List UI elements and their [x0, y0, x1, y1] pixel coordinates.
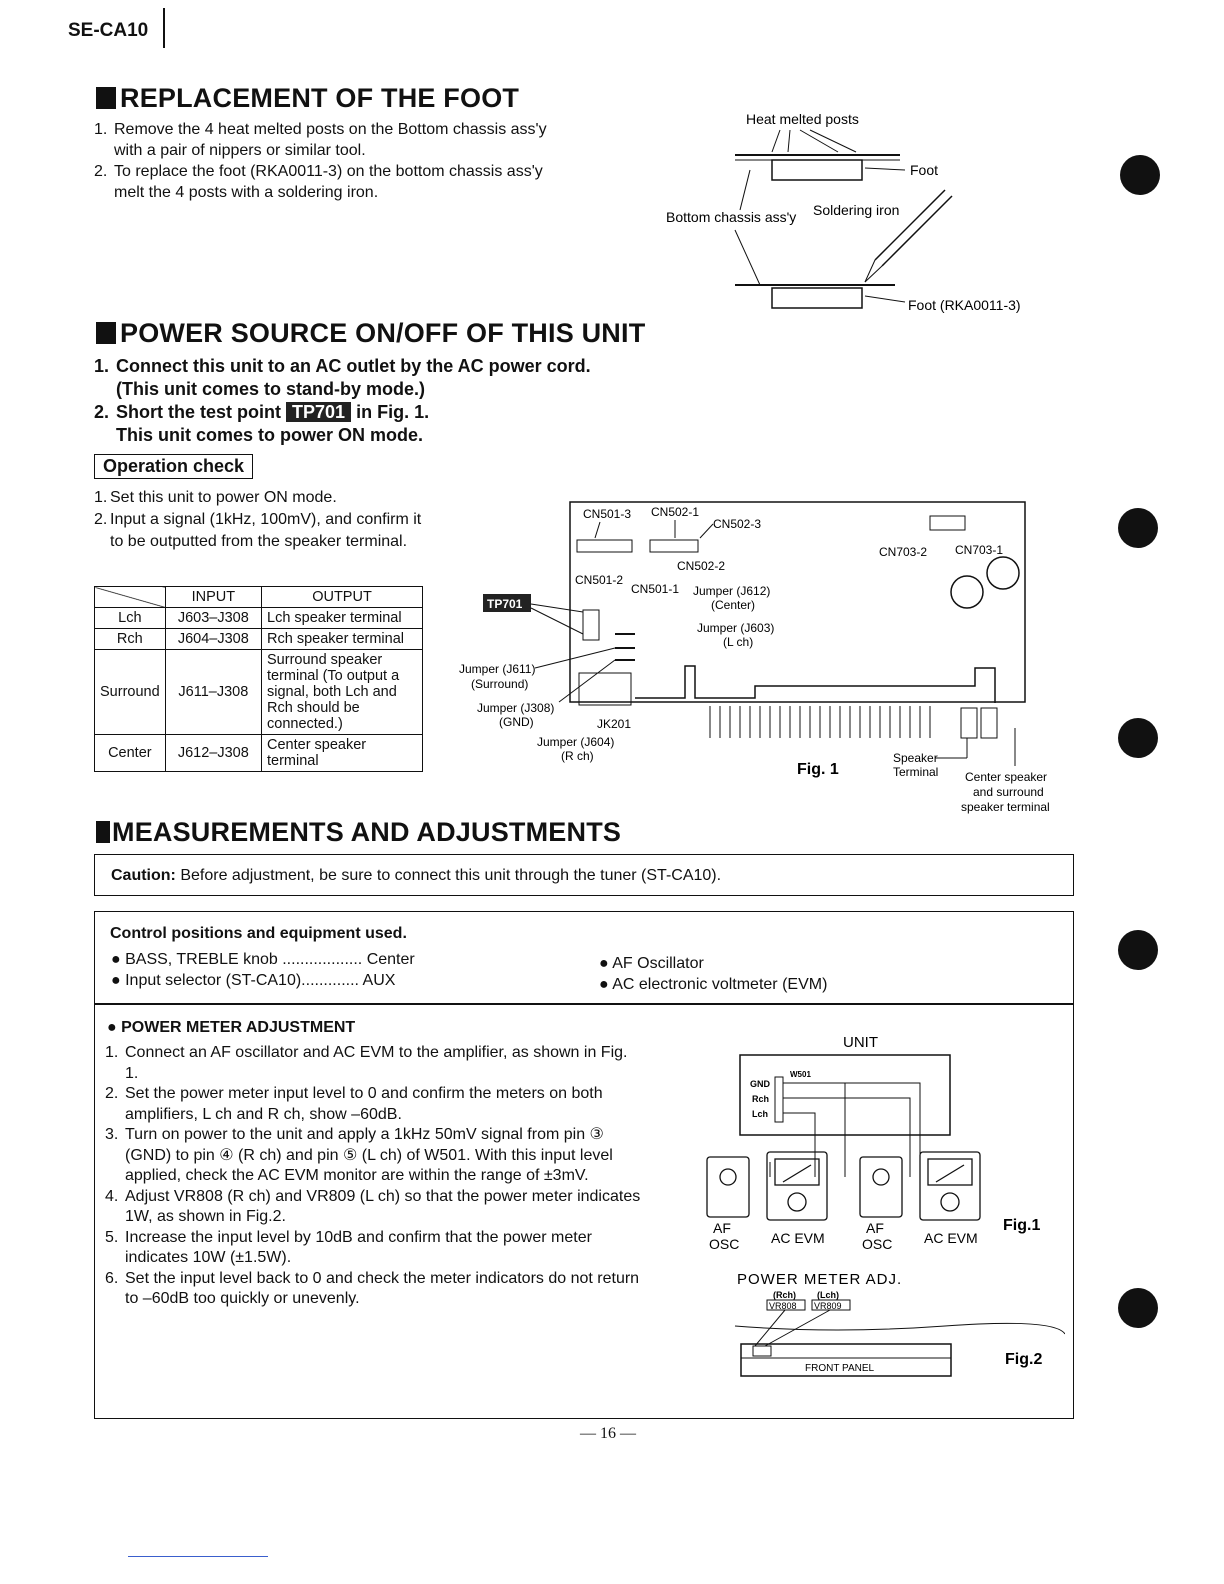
list-item: 1. Connect this unit to an AC outlet by the AC power cord. (This unit comes to stand-by mode.) — [94, 356, 591, 399]
rch-paren-label: (Rch) — [773, 1290, 796, 1300]
caution-box — [94, 854, 1074, 896]
terminal-label: Terminal — [893, 765, 939, 779]
foot-label: Foot — [910, 162, 939, 178]
evm-connection-diagram — [695, 1027, 1065, 1272]
bottom-chassis-label: Bottom chassis ass'y — [666, 209, 797, 225]
page-number: — 16 — — [580, 1425, 636, 1442]
list-item: ● Input selector (ST-CA10)............. AUX — [111, 972, 396, 989]
cn501-2-label: CN501-2 — [575, 573, 624, 587]
tp701-badge: TP701 — [286, 402, 351, 422]
j604-label: Jumper (J604) — [537, 735, 615, 749]
adjustment-box — [94, 911, 1074, 1419]
binder-hole — [1118, 508, 1158, 548]
binder-hole — [1118, 930, 1158, 970]
osc-label: OSC — [709, 1236, 740, 1252]
pm-title: ● POWER METER ADJUSTMENT — [107, 1019, 356, 1036]
pm-adj-label: POWER METER ADJ. — [737, 1271, 903, 1288]
center-speaker-label: Center speaker — [965, 770, 1048, 784]
list-item: 2. Short the test point TP701 in Fig. 1. This unit comes to power ON mode. — [94, 402, 430, 445]
binder-hole — [1118, 718, 1158, 758]
list-item: ● BASS, TREBLE knob .................. Center — [111, 951, 415, 968]
measure-section-title: MEASUREMENTS AND ADJUSTMENTS — [96, 817, 621, 848]
table-row: Center J612–J308 Center speaker terminal — [95, 735, 423, 772]
fig1-caption: Fig. 1 — [797, 761, 839, 778]
binder-hole — [1118, 1288, 1158, 1328]
list-item: 2. Set the power meter input level to 0 and confirm the meters on both amplifiers, L ch and R ch, show –60dB. — [105, 1085, 603, 1123]
list-item: 2. Input a signal (1kHz, 100mV), and confirm it to be outputted from the speaker terminal. — [94, 511, 422, 550]
list-item: 1. Connect an AF oscillator and AC EVM to the amplifier, as shown in Fig. 1. — [105, 1044, 628, 1082]
power-steps — [94, 355, 654, 447]
fig1-pcb-diagram — [455, 498, 1065, 818]
table-row: Surround J611–J308 Surround speaker terminal (To output a signal, both Lch and Rch should be connected.) — [95, 650, 423, 735]
jk201-label: JK201 — [597, 717, 632, 731]
lch-label: Lch — [752, 1109, 769, 1119]
j308-label: Jumper (J308) — [477, 701, 555, 715]
table-header: OUTPUT — [262, 587, 423, 608]
af-label-2: AF — [866, 1220, 884, 1236]
cn501-3-label: CN501-3 — [583, 507, 632, 521]
unit-label: UNIT — [843, 1034, 878, 1051]
table-row: Rch J604–J308 Rch speaker terminal — [95, 629, 423, 650]
control-title: Control positions and equipment used. — [110, 925, 407, 942]
foot-section-title: REPLACEMENT OF THE FOOT — [96, 83, 519, 114]
list-item: ● AF Oscillator — [599, 955, 704, 972]
table-header-corner — [95, 587, 166, 608]
operation-steps — [94, 487, 424, 553]
divider — [95, 1003, 1073, 1005]
foot-steps — [94, 119, 564, 203]
j611-label: Jumper (J611) — [459, 662, 536, 676]
cn501-1-label: CN501-1 — [631, 582, 680, 596]
list-item: 3. Turn on power to the unit and apply a 1kHz 50mV signal from pin ③ (GND) to pin ④ (R ch) and pin ⑤ (L ch) of W501. With this input level applied, check the AC EVM monitor are within the range of ±3mV. — [105, 1126, 613, 1184]
cn502-3-label: CN502-3 — [713, 517, 762, 531]
speaker-label: Speaker — [893, 751, 938, 765]
table-header-row — [95, 587, 423, 608]
io-table — [94, 586, 423, 772]
cn502-2-label: CN502-2 — [677, 559, 726, 573]
header-divider — [163, 8, 165, 48]
heat-posts-label: Heat melted posts — [746, 111, 859, 127]
front-panel-label: FRONT PANEL — [805, 1363, 875, 1374]
j308-sub: (GND) — [499, 715, 534, 729]
fig1-label: Fig.1 — [1003, 1217, 1041, 1234]
lch-paren-label: (Lch) — [817, 1290, 839, 1300]
j604-sub: (R ch) — [561, 749, 594, 763]
equipment-list — [599, 953, 827, 995]
list-item: 1. Set this unit to power ON mode. — [94, 489, 337, 506]
operation-check-label: Operation check — [94, 454, 253, 479]
w501-label: W501 — [790, 1070, 811, 1079]
foot-part-label: Foot (RKA0011-3) — [908, 297, 1021, 313]
rch-label: Rch — [752, 1094, 770, 1104]
speaker-terminal-label: speaker terminal — [961, 800, 1050, 814]
list-item: 4. Adjust VR808 (R ch) and VR809 (L ch) so that the power meter indicates 1W, as shown in Fig.2. — [105, 1187, 641, 1225]
j612-label: Jumper (J612) — [693, 584, 771, 598]
j603-label: Jumper (J603) — [697, 621, 775, 635]
power-section-title: POWER SOURCE ON/OFF OF THIS UNIT — [96, 318, 645, 349]
foot-diagram — [660, 100, 1060, 320]
soldering-iron-label: Soldering iron — [813, 202, 900, 218]
control-list — [111, 949, 415, 991]
cn703-2-label: CN703-2 — [879, 545, 928, 559]
j603-sub: (L ch) — [723, 635, 754, 649]
vr809-label: VR809 — [814, 1301, 842, 1311]
j612-sub: (Center) — [711, 598, 756, 612]
vr808-label: VR808 — [769, 1301, 797, 1311]
gnd-label: GND — [750, 1079, 770, 1089]
osc-label-2: OSC — [862, 1236, 893, 1252]
af-label: AF — [713, 1220, 731, 1236]
power-meter-adj-diagram — [715, 1264, 1065, 1384]
cn703-1-label: CN703-1 — [955, 543, 1004, 557]
and-surround-label: and surround — [973, 785, 1044, 799]
acevm-label-2: AC EVM — [924, 1230, 978, 1246]
fig2-label: Fig.2 — [1005, 1351, 1043, 1368]
pm-steps — [105, 1043, 645, 1310]
acevm-label: AC EVM — [771, 1230, 825, 1246]
list-item: 1. Remove the 4 heat melted posts on the Bottom chassis ass'y with a pair of nippers or similar tool. — [94, 121, 547, 159]
list-item: 2. To replace the foot (RKA0011-3) on the bottom chassis ass'y melt the 4 posts with a soldering iron. — [94, 163, 543, 201]
list-item: 5. Increase the input level by 10dB and confirm that the power meter indicates 10W (±1.5W). — [105, 1228, 592, 1266]
scan-artifact-line — [128, 1556, 268, 1557]
cn502-1-label: CN502-1 — [651, 505, 700, 519]
list-item: ● AC electronic voltmeter (EVM) — [599, 976, 828, 993]
caution-label: Caution: — [111, 867, 176, 884]
model-label: SE-CA10 — [68, 20, 149, 41]
list-item: 6. Set the input level back to 0 and check the meter indicators do not return to –60dB too quickly or unevenly. — [105, 1269, 640, 1307]
binder-hole — [1120, 155, 1160, 195]
table-row: Lch J603–J308 Lch speaker terminal — [95, 608, 423, 629]
j611-sub: (Surround) — [471, 677, 529, 691]
caution-text: Before adjustment, be sure to connect this unit through the tuner (ST-CA10). — [180, 867, 722, 884]
tp701-label: TP701 — [487, 597, 523, 611]
table-header: INPUT — [165, 587, 261, 608]
